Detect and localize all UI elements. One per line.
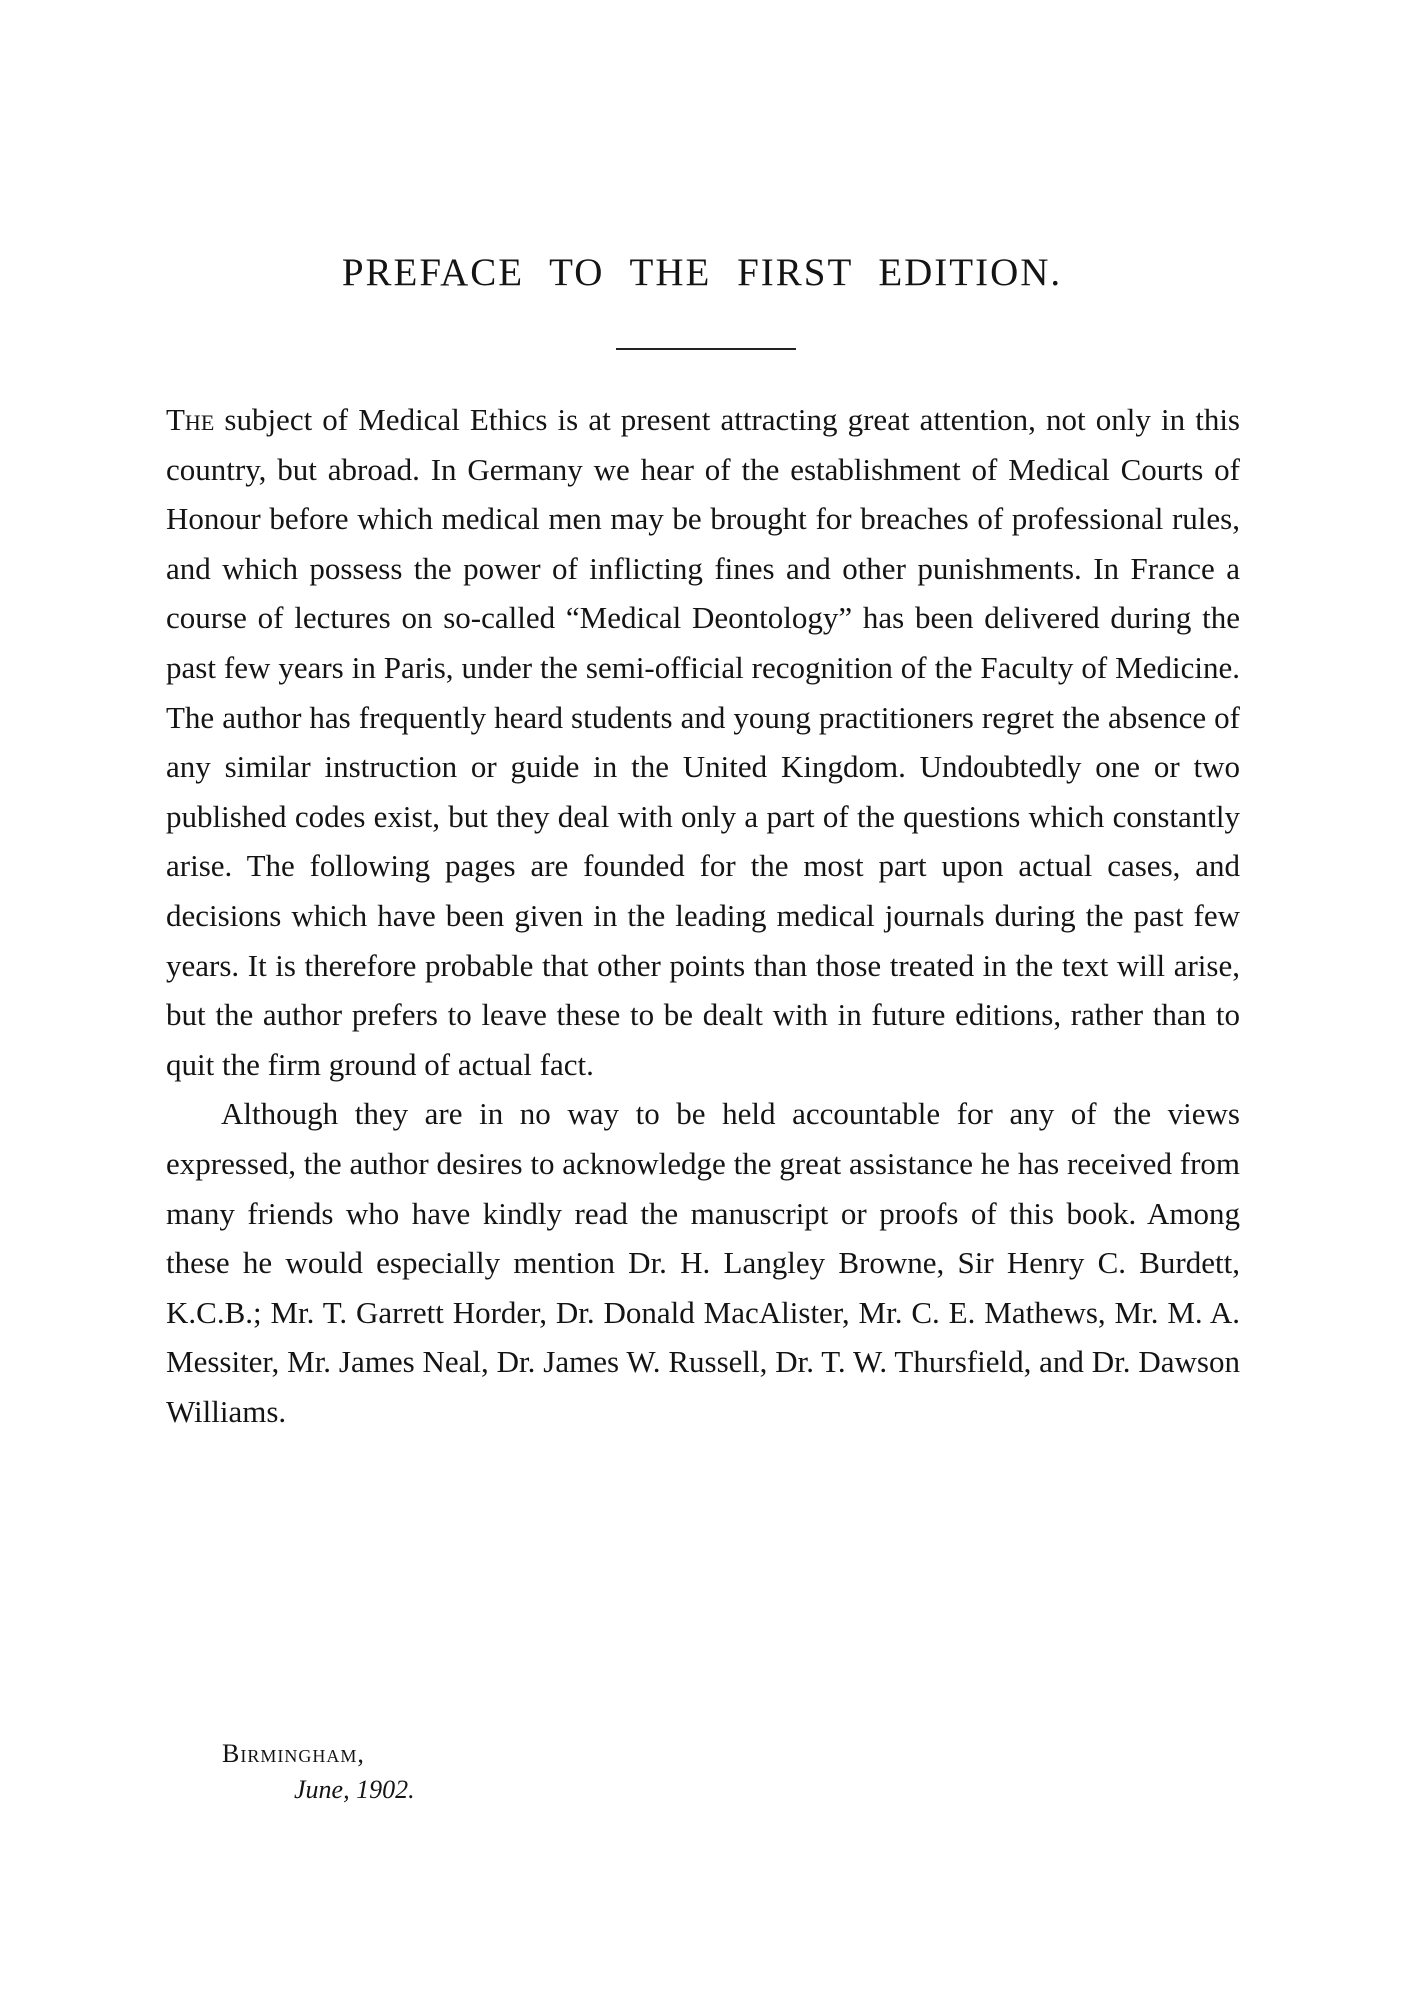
dateline-date: June, 1902. — [294, 1775, 415, 1804]
dateline — [222, 1736, 415, 1808]
paragraph-1-text: subject of Medical Ethics is at present attracting great attention, not only in this country, but abroad. In Germany we hear of the establishment of Medical Courts of Honour before which medical men may be brought for breaches of professional rules, and which possess the power of inflicting fines and other punishments. In France a course of lectures on so-called “Medical Deontology” has been delivered during the past few years in Paris, under the semi-official recognition of the Faculty of Medicine. The author has frequently heard students and young practitioners regret the absence of any similar instruction or guide in the United Kingdom. Undoubtedly one or two published codes exist, but they deal with only a part of the questions which constantly arise. The following pages are founded for the most part upon actual cases, and decisions which have been given in the leading medical journals during the past few years. It is therefore probable that other points than those treated in the text will arise, but the author prefers to leave these to be dealt with in future editions, rather than to quit the firm ground of actual fact. — [166, 402, 1240, 1082]
page-title: PREFACE TO THE FIRST EDITION. — [341, 251, 1063, 294]
paragraph-1 — [166, 395, 1240, 1089]
paragraph-2: Although they are in no way to be held accountable for any of the views expressed, the author desires to acknowledge the great assistance he has received from many friends who have kindly read the manuscript or proofs of this book. Among these he would especially mention Dr. H. Langley Browne, Sir Henry C. Burdett, K.C.B.; Mr. T. Garrett Horder, Dr. Donald MacAlister, Mr. C. E. Mathews, Mr. M. A. Messiter, Mr. James Neal, Dr. James W. Russell, Dr. T. W. Thursfield, and Dr. Dawson Williams. — [166, 1096, 1240, 1429]
title-divider — [616, 348, 796, 350]
paragraph-1-lead-word: The — [166, 402, 215, 437]
dateline-place: Birmingham, — [222, 1739, 365, 1768]
preface-body — [166, 395, 1240, 1436]
